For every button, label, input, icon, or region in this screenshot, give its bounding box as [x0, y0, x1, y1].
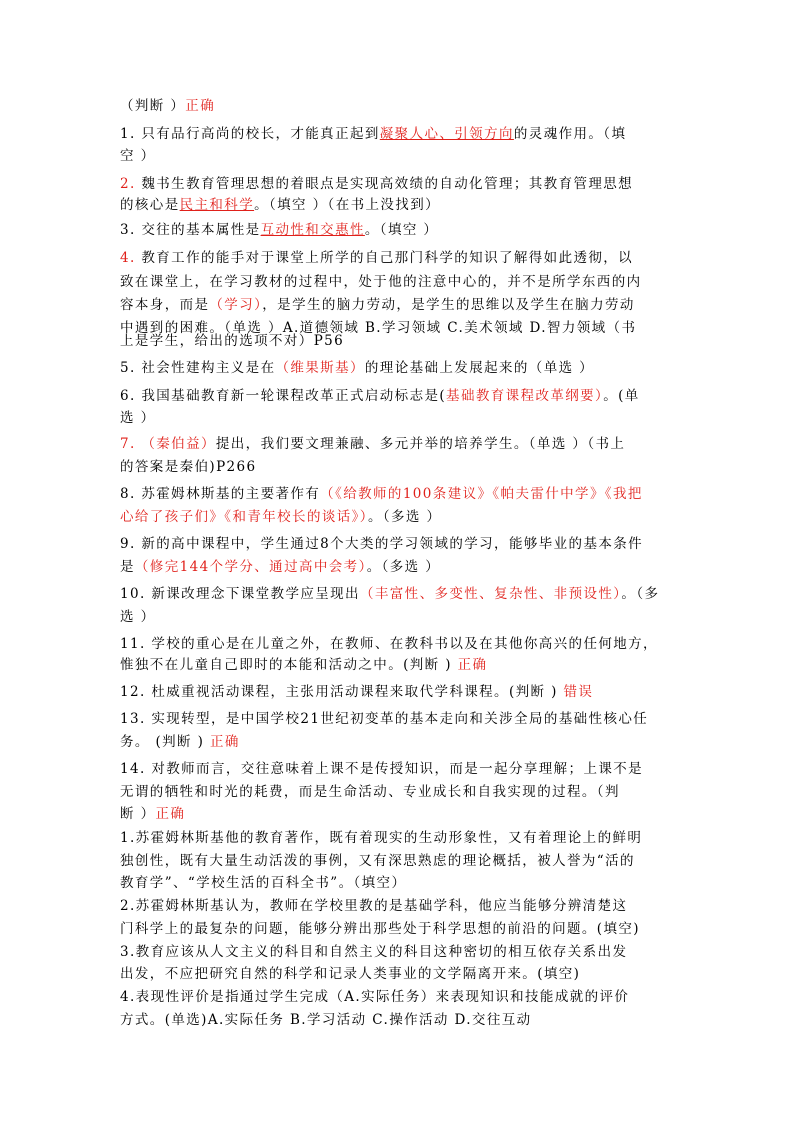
question-text: 独创性，既有大量生动活泼的事例，又有深思熟虑的理论概括，被人誉为“活的 [120, 853, 635, 869]
question-text: 9. 新的高中课程中，学生通过8个大类的学习领域的学习，能够毕业的基本条件 [120, 536, 644, 552]
question-text: 14. 对教师而言，交往意味着上课不是传授知识，而是一起分享理解；上课不是 [120, 761, 644, 777]
text-line [120, 410, 156, 426]
question-text: 1.苏霍姆林斯基他的教育著作，既有着现实的生动形象性，又有着理论上的鲜明 [120, 830, 643, 846]
text-line [120, 333, 344, 349]
question-text: 断 ） [120, 806, 156, 822]
answer-underlined: 民主和科学 [179, 197, 255, 213]
question-text: 务。 (判断 ) [120, 734, 211, 750]
text-line [120, 509, 441, 525]
text-line [120, 636, 658, 652]
text-line [120, 536, 643, 552]
text-line [120, 1012, 532, 1028]
text-line [120, 830, 642, 846]
text-line [120, 806, 185, 822]
text-line [120, 388, 640, 404]
question-text: 8. 苏霍姆林斯基的主要著作有 [120, 486, 321, 502]
question-text: 惟独不在儿童自己即时的本能和活动之中。(判断 ) [120, 657, 458, 673]
answer-text: 错误 [563, 684, 594, 700]
text-line [120, 734, 240, 750]
answer-text: 2. [120, 176, 136, 192]
answer-text: 4. [120, 250, 136, 266]
question-text: 门科学上的最复杂的问题，能够分辨出那些处于科学思想的前沿的问题。(填空) [120, 921, 640, 937]
question-text: 的灵魂作用。（填 [513, 126, 627, 142]
text-line [120, 559, 440, 575]
question-text: 1. 只有品行高尚的校长，才能真正起到 [120, 126, 380, 142]
text-line [120, 176, 633, 192]
text-line [120, 222, 438, 238]
text-line [120, 360, 594, 376]
text-line [120, 486, 643, 502]
answer-text: （《给教师的100条建议》《帕夫雷什中学》《我把 [320, 486, 643, 502]
question-text: 方式。(单选)A.实际任务 B.学习活动 C.操作活动 D.交往互动 [120, 1012, 532, 1028]
answer-text: （维果斯基） [275, 360, 365, 376]
text-line [120, 274, 642, 290]
question-text: （判断 ） [120, 98, 186, 114]
text-line [120, 761, 643, 777]
question-text: 的理论基础上发展起来的（单选 ） [364, 360, 595, 376]
text-line [120, 459, 257, 475]
question-text: 无谓的牺牲和时光的耗费，而是生命活动、专业成长和自我实现的过程。（判 [120, 784, 620, 800]
text-line [120, 921, 640, 937]
question-text: 选 ） [120, 410, 156, 426]
question-text: 。（填空 ）（在书上没找到） [254, 197, 441, 213]
question-text: 3. 交往的基本属性是 [120, 222, 261, 238]
answer-text: （丰富性、多变性、复杂性、非预设性） [359, 586, 622, 602]
text-line [120, 684, 593, 700]
question-text: 5. 社会性建构主义是在 [120, 360, 276, 376]
question-text: 中遇到的困难。（单选 ）A.道德领域 B.学习领域 C.美术领域 D.智力领域（书 [120, 320, 637, 336]
answer-text: 正确 [185, 98, 216, 114]
question-text: 空 ） [120, 148, 156, 164]
text-line [120, 126, 626, 142]
text-line [120, 586, 659, 602]
text-line [120, 609, 156, 625]
text-line [120, 148, 156, 164]
question-text: 是 [120, 559, 135, 575]
question-text: 魏书生教育管理思想的着眼点是实现高效绩的自动化管理；其教育管理思想 [135, 176, 634, 192]
answer-underlined: 互动性和交惠性 [260, 222, 365, 238]
text-line [120, 875, 406, 891]
answer-text: 正确 [210, 734, 240, 750]
text-line [120, 966, 580, 982]
text-line [120, 197, 440, 213]
text-line [120, 989, 629, 1005]
text-line [120, 297, 635, 313]
question-text: 的核心是 [120, 197, 180, 213]
question-text: 4.表现性评价是指通过学生完成（A.实际任务）来表现知识和技能成就的评价 [120, 989, 630, 1005]
question-text: 。(单 [603, 388, 640, 404]
answer-text: 7. （秦伯益） [120, 436, 216, 452]
question-text: 的答案是秦伯)P266 [120, 459, 257, 475]
answer-text: 基础教育课程改革纲要） [446, 388, 604, 404]
question-text: 教育工作的能手对于课堂上所学的自己那门科学的知识了解得如此透彻，以 [135, 250, 634, 266]
text-line [120, 250, 633, 266]
question-text: 10. 新课改理念下课堂教学应呈现出 [120, 586, 360, 602]
answer-text: （修完144个学分、通过高中会考） [134, 559, 367, 575]
question-text: 6. 我国基础教育新一轮课程改革正式启动标志是( [120, 388, 447, 404]
question-text: 出发，不应把研究自然的科学和记录人类事业的文学隔离开来。(填空) [120, 966, 581, 982]
question-text: 。（填空 ） [364, 222, 439, 238]
answer-underlined: 凝聚人心、引领方向 [379, 126, 514, 142]
text-line [120, 657, 487, 673]
question-text: ，是学生的脑力劳动，是学生的思维以及学生在脑力劳动 [262, 297, 635, 313]
answer-text: 心给了孩子们》《和青年校长的谈话》） [120, 509, 368, 525]
question-text: 。（多选 ） [367, 509, 442, 525]
text-line [120, 853, 635, 869]
question-text: 2.苏霍姆林斯基认为，教师在学校里教的是基础学科，他应当能够分辨清楚这 [120, 898, 628, 914]
question-text: 3.教育应该从人文主义的科目和自然主义的科目这种密切的相互依存关系出发 [120, 944, 628, 960]
text-line [120, 711, 648, 727]
question-text: 12. 杜威重视活动课程，主张用活动课程来取代学科课程。(判断 ) [120, 684, 564, 700]
question-text: 容本身，而是 [120, 297, 210, 313]
text-line [120, 784, 620, 800]
question-text: 11. 学校的重心是在儿童之外，在教师、在教科书以及在其他你高兴的任何地方， [120, 636, 658, 652]
question-text: 致在课堂上，在学习教材的过程中，处于他的注意中心的，并不是所学东西的内 [120, 274, 642, 290]
question-text: 。（多选 ） [366, 559, 441, 575]
question-text: 选 ） [120, 609, 156, 625]
answer-text: （学习） [209, 297, 263, 313]
answer-text: 正确 [155, 806, 186, 822]
text-line [120, 436, 625, 452]
question-text: 。（多 [621, 586, 660, 602]
question-text: 提出，我们要文理兼融、多元并举的培养学生。（单选 ）（书上 [215, 436, 626, 452]
question-text: 上是学生，给出的选项不对）P56 [120, 333, 345, 349]
question-text: 教育学”、“学校生活的百科全书”。（填空） [120, 875, 407, 891]
text-line [120, 898, 627, 914]
answer-text: 正确 [457, 657, 488, 673]
text-line [120, 98, 215, 114]
text-line [120, 944, 627, 960]
question-text: 13. 实现转型，是中国学校21世纪初变革的基本走向和关涉全局的基础性核心任 [120, 711, 649, 727]
